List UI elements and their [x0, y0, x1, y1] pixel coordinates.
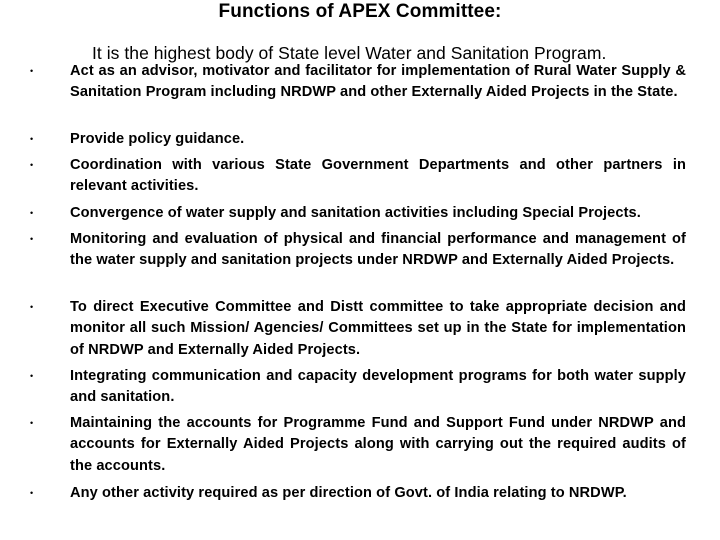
bullet-icon: •	[30, 208, 34, 218]
list-item	[30, 229, 686, 272]
list-item	[30, 129, 686, 150]
bullet-icon: •	[30, 234, 34, 244]
list-item-text: Coordination with various State Government Departments and other partners in relevant activities.	[70, 157, 686, 195]
list-item-text: Any other activity required as per direction of Govt. of India relating to NRDWP.	[70, 485, 627, 501]
list-item	[30, 203, 686, 224]
list-item-text: Act as an advisor, motivator and facilitator for implementation of Rural Water Supply & Sanitation Program including NRDWP and other Externally Aided Projects in the State.	[70, 63, 686, 101]
list-item-text: Convergence of water supply and sanitation activities including Special Projects.	[70, 205, 641, 221]
bullet-icon: •	[30, 371, 34, 381]
list-item	[30, 413, 686, 477]
list-item	[30, 483, 686, 504]
bullet-icon: •	[30, 134, 34, 144]
list-item-text: Maintaining the accounts for Programme Fund and Support Fund under NRDWP and accounts for Externally Aided Projects along with carrying out the required audits of the accounts.	[70, 415, 686, 474]
bullet-icon: •	[30, 160, 34, 170]
list-item	[30, 366, 686, 409]
bullet-icon: •	[30, 418, 34, 428]
list-item	[30, 61, 686, 104]
list-item-text: Integrating communication and capacity development programs for both water supply and sanitation.	[70, 368, 686, 406]
bullet-icon: •	[30, 488, 34, 498]
slide-subtitle: It is the highest body of State level Water and Sanitation Program.	[92, 43, 607, 63]
list-item-text: Provide policy guidance.	[70, 131, 245, 147]
list-item	[30, 297, 686, 361]
slide-title: Functions of APEX Committee:	[218, 1, 502, 22]
list-item-text: To direct Executive Committee and Distt committee to take appropriate decision and monitor all such Mission/ Agencies/ Committees set up in the State for implementation of NRDWP and Externally Aided Projects.	[70, 299, 686, 358]
list-item-text: Monitoring and evaluation of physical and financial performance and management of the water supply and sanitation projects under NRDWP and Externally Aided Projects.	[70, 231, 686, 269]
bullet-icon: •	[30, 302, 34, 312]
list-item	[30, 155, 686, 198]
bullet-icon: •	[30, 66, 34, 76]
